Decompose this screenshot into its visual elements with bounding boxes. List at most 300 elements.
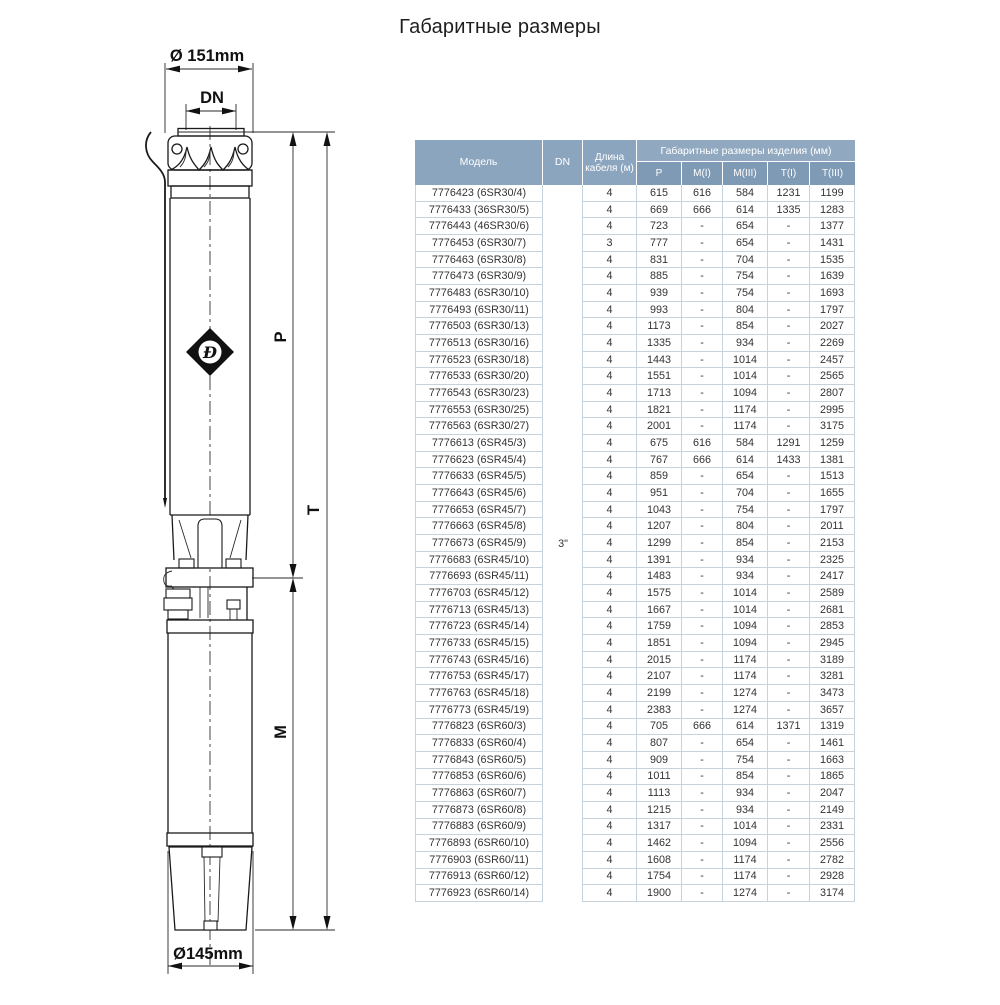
dim-miii-cell: 1274 [723,885,768,902]
dim-tiii-cell: 2153 [810,535,855,552]
dim-mi-cell: - [682,819,723,836]
dim-tiii-cell: 1865 [810,769,855,786]
cable-length-cell: 4 [583,418,637,435]
table-header [415,140,855,185]
dim-miii-cell: 1014 [723,819,768,836]
dim-miii-cell: 1174 [723,852,768,869]
dn-spacer-cell [543,235,583,252]
table-row [415,835,855,852]
dim-ti-cell: - [768,585,810,602]
dim-mi-cell: - [682,652,723,669]
model-cell: 7776843 (6SR60/5) [415,752,543,769]
model-cell: 7776673 (6SR45/9) [415,535,543,552]
dim-tiii-cell: 1639 [810,268,855,285]
dim-tiii-cell: 2853 [810,618,855,635]
dim-p-cell: 1215 [637,802,682,819]
table-row [415,668,855,685]
dim-p-cell: 1821 [637,402,682,419]
table-row [415,185,855,202]
dim-mi-cell: - [682,552,723,569]
cable-length-cell: 4 [583,635,637,652]
cable-length-cell: 4 [583,618,637,635]
dim-tiii-cell: 1431 [810,235,855,252]
dim-tiii-cell: 2331 [810,819,855,836]
model-cell: 7776643 (6SR45/6) [415,485,543,502]
table-row [415,585,855,602]
pump-drawing-svg [0,0,400,1000]
dim-miii-cell: 654 [723,735,768,752]
pump-technical-drawing [0,0,400,1000]
dim-tiii-cell: 1655 [810,485,855,502]
dim-p-cell: 723 [637,218,682,235]
dn-spacer-cell [543,752,583,769]
table-row [415,385,855,402]
dim-p-cell: 1207 [637,518,682,535]
dim-tiii-cell: 2782 [810,852,855,869]
model-cell: 7776613 (6SR45/3) [415,435,543,452]
col-header-p: P [637,162,682,185]
dim-p-cell: 1173 [637,318,682,335]
dim-tiii-cell: 2807 [810,385,855,402]
dim-ti-cell: - [768,552,810,569]
dn-spacer-cell [543,452,583,469]
dim-ti-cell: - [768,618,810,635]
dim-ti-cell: - [768,335,810,352]
model-cell: 7776723 (6SR45/14) [415,618,543,635]
dim-p-cell: 1754 [637,869,682,886]
dim-miii-cell: 1094 [723,635,768,652]
dim-p-cell: 1043 [637,502,682,519]
col-header-dimensions-group [637,140,855,185]
model-cell: 7776453 (6SR30/7) [415,235,543,252]
dn-spacer-cell [543,618,583,635]
dim-tiii-cell: 2945 [810,635,855,652]
cable-length-cell: 4 [583,352,637,369]
dim-mi-cell: - [682,685,723,702]
dim-mi-cell: - [682,352,723,369]
dn-spacer-cell [543,885,583,902]
model-cell: 7776503 (6SR30/13) [415,318,543,335]
dim-miii-cell: 754 [723,268,768,285]
dim-tiii-cell: 2589 [810,585,855,602]
dim-miii-cell: 804 [723,518,768,535]
dn-spacer-cell [543,602,583,619]
dim-mi-cell: - [682,785,723,802]
model-cell: 7776663 (6SR45/8) [415,518,543,535]
dim-tiii-cell: 2457 [810,352,855,369]
dim-t-label: T [305,504,323,516]
dim-p-cell: 1575 [637,585,682,602]
table-row [415,418,855,435]
dim-tiii-cell: 1461 [810,735,855,752]
dn-spacer-cell [543,502,583,519]
table-row [415,502,855,519]
dn-spacer-cell [543,535,583,552]
dn-spacer-cell [543,418,583,435]
dim-mi-cell: - [682,285,723,302]
dn-spacer-cell [543,318,583,335]
dim-miii-cell: 804 [723,302,768,319]
dim-ti-cell: - [768,835,810,852]
dn-spacer-cell [543,735,583,752]
table-row [415,869,855,886]
table-row [415,352,855,369]
dim-p-cell: 777 [637,235,682,252]
dim-mi-cell: - [682,869,723,886]
cable-length-cell: 4 [583,802,637,819]
model-cell: 7776653 (6SR45/7) [415,502,543,519]
dn-spacer-cell [543,819,583,836]
dim-miii-cell: 614 [723,452,768,469]
model-cell: 7776823 (6SR60/3) [415,719,543,736]
cable-length-cell: 4 [583,568,637,585]
dim-tiii-cell: 2556 [810,835,855,852]
dim-p-cell: 1462 [637,835,682,852]
dim-mi-cell: - [682,602,723,619]
model-cell: 7776543 (6SR30/23) [415,385,543,402]
dim-ti-cell: - [768,418,810,435]
power-cable [146,132,167,508]
cable-length-cell: 4 [583,335,637,352]
model-cell: 7776563 (6SR30/27) [415,418,543,435]
cable-length-cell: 4 [583,385,637,402]
cable-length-cell: 4 [583,835,637,852]
table-row [415,335,855,352]
dim-ti-cell: 1291 [768,435,810,452]
dn-spacer-cell [543,635,583,652]
model-cell: 7776483 (6SR30/10) [415,285,543,302]
dim-p-cell: 1391 [637,552,682,569]
table-row [415,485,855,502]
dim-tiii-cell: 2325 [810,552,855,569]
dim-ti-cell: - [768,819,810,836]
table-row [415,468,855,485]
dn-spacer-cell [543,385,583,402]
cable-length-cell: 4 [583,318,637,335]
dim-mi-cell: 616 [682,435,723,452]
dim-miii-cell: 1174 [723,418,768,435]
dim-miii-cell: 1094 [723,385,768,402]
table-row [415,802,855,819]
dim-p-label: P [272,331,290,343]
model-cell: 7776633 (6SR45/5) [415,468,543,485]
model-cell: 7776693 (6SR45/11) [415,568,543,585]
dim-mi-cell: - [682,302,723,319]
dim-miii-cell: 934 [723,802,768,819]
model-cell: 7776493 (6SR30/11) [415,302,543,319]
dimensions-table [415,140,855,902]
dim-p-cell: 675 [637,435,682,452]
dim-tiii-cell: 1259 [810,435,855,452]
table-row [415,218,855,235]
dim-mi-cell: - [682,318,723,335]
dim-mi-cell: - [682,468,723,485]
dim-ti-cell: 1335 [768,202,810,219]
table-row [415,685,855,702]
dim-miii-cell: 854 [723,318,768,335]
col-header-model: Модель [415,140,543,185]
dim-miii-cell: 1014 [723,352,768,369]
cable-length-cell: 4 [583,885,637,902]
dim-ti-cell: - [768,218,810,235]
model-cell: 7776873 (6SR60/8) [415,802,543,819]
cable-length-cell: 4 [583,402,637,419]
dim-p-cell: 951 [637,485,682,502]
dim-miii-cell: 584 [723,185,768,202]
dim-ti-cell: - [768,535,810,552]
dim-ti-cell: - [768,568,810,585]
table-row [415,535,855,552]
dim-top-label: Ø 151mm [169,47,245,65]
model-cell: 7776523 (6SR30/18) [415,352,543,369]
model-cell: 7776423 (6SR30/4) [415,185,543,202]
dim-miii-cell: 1094 [723,835,768,852]
cable-length-cell: 4 [583,869,637,886]
cable-length-cell: 4 [583,468,637,485]
dim-tiii-cell: 3281 [810,668,855,685]
dim-miii-cell: 934 [723,568,768,585]
model-cell: 7776433 (36SR30/5) [415,202,543,219]
pump-intake-section [164,515,253,587]
dim-tiii-cell: 1663 [810,752,855,769]
dim-miii-cell: 1174 [723,668,768,685]
cable-length-cell: 4 [583,535,637,552]
dim-ti-cell: - [768,252,810,269]
dn-spacer-cell [543,869,583,886]
cable-length-cell: 4 [583,252,637,269]
dn-spacer-cell [543,368,583,385]
dim-mi-cell: - [682,368,723,385]
dim-tiii-cell: 1797 [810,502,855,519]
brand-logo-letter: Ð [203,343,217,362]
cable-length-cell: 4 [583,452,637,469]
model-cell: 7776703 (6SR45/12) [415,585,543,602]
table-row [415,318,855,335]
model-cell: 7776863 (6SR60/7) [415,785,543,802]
model-cell: 7776623 (6SR45/4) [415,452,543,469]
dim-mi-cell: - [682,335,723,352]
dn-spacer-cell [543,218,583,235]
dim-miii-cell: 1014 [723,602,768,619]
dim-ti-cell: - [768,635,810,652]
dim-ti-cell: - [768,702,810,719]
table-row [415,268,855,285]
model-cell: 7776683 (6SR45/10) [415,552,543,569]
dim-m-label: M [272,725,290,739]
dn-spacer-cell [543,802,583,819]
dim-ti-cell: - [768,468,810,485]
dim-ti-cell: - [768,885,810,902]
table-row [415,885,855,902]
dim-ti-cell: - [768,802,810,819]
dim-mi-cell: - [682,585,723,602]
dim-mi-cell: - [682,568,723,585]
dim-miii-cell: 854 [723,769,768,786]
dim-tiii-cell: 1319 [810,719,855,736]
dim-mi-cell: - [682,385,723,402]
dim-p-cell: 831 [637,252,682,269]
cable-length-cell: 4 [583,602,637,619]
dim-ti-cell: - [768,652,810,669]
dim-mi-cell: - [682,769,723,786]
dim-tiii-cell: 3174 [810,885,855,902]
dim-miii-cell: 584 [723,435,768,452]
motor-neck [164,587,247,620]
model-cell: 7776733 (6SR45/15) [415,635,543,652]
model-cell: 7776443 (46SR30/6) [415,218,543,235]
dim-miii-cell: 654 [723,218,768,235]
dn-spacer-cell [543,702,583,719]
dim-tiii-cell: 1381 [810,452,855,469]
dim-miii-cell: 614 [723,202,768,219]
dn-spacer-cell [543,352,583,369]
dim-p-cell: 669 [637,202,682,219]
dim-ti-cell: - [768,368,810,385]
table-row [415,368,855,385]
table-row [415,719,855,736]
model-cell: 7776713 (6SR45/13) [415,602,543,619]
dim-ti-cell: - [768,235,810,252]
cable-length-cell: 4 [583,719,637,736]
model-cell: 7776463 (6SR30/8) [415,252,543,269]
dim-ti-cell: - [768,352,810,369]
dim-tiii-cell: 1693 [810,285,855,302]
cable-length-cell: 4 [583,685,637,702]
dim-ti-cell: 1231 [768,185,810,202]
dim-p-cell: 1317 [637,819,682,836]
cable-length-cell: 4 [583,502,637,519]
dn-spacer-cell [543,685,583,702]
dim-mi-cell: - [682,518,723,535]
dim-mi-cell: - [682,218,723,235]
dim-miii-cell: 854 [723,535,768,552]
dn-spacer-cell [543,485,583,502]
dim-p-cell: 2199 [637,685,682,702]
dim-p-cell: 939 [637,285,682,302]
dn-spacer-cell [543,435,583,452]
dim-p-cell: 1483 [637,568,682,585]
dn-spacer-cell [543,518,583,535]
model-cell: 7776853 (6SR60/6) [415,769,543,786]
col-header-tiii: T(III) [810,162,855,185]
table-body [415,185,855,902]
dn-spacer-cell [543,668,583,685]
model-cell: 7776753 (6SR45/17) [415,668,543,685]
dim-tiii-cell: 1377 [810,218,855,235]
dim-mi-cell: - [682,802,723,819]
dim-miii-cell: 934 [723,552,768,569]
dim-tiii-cell: 3189 [810,652,855,669]
dim-p-cell: 615 [637,185,682,202]
cable-length-cell: 4 [583,785,637,802]
dim-ti-cell: - [768,285,810,302]
table-row [415,235,855,252]
dim-mi-cell: - [682,635,723,652]
dn-spacer-cell [543,652,583,669]
dim-miii-cell: 1274 [723,702,768,719]
dn-spacer-cell [543,468,583,485]
dim-ti-cell: - [768,785,810,802]
dim-miii-cell: 754 [723,285,768,302]
table-row [415,652,855,669]
dim-tiii-cell: 3473 [810,685,855,702]
dim-miii-cell: 934 [723,335,768,352]
dim-tiii-cell: 3657 [810,702,855,719]
cable-length-cell: 4 [583,268,637,285]
dim-mi-cell: 616 [682,185,723,202]
cable-length-cell: 4 [583,202,637,219]
dim-ti-cell: 1433 [768,452,810,469]
cable-length-cell: 3 [583,235,637,252]
dim-tiii-cell: 2995 [810,402,855,419]
dim-mi-cell: - [682,402,723,419]
dim-tiii-cell: 1797 [810,302,855,319]
dim-miii-cell: 1174 [723,402,768,419]
table-row [415,552,855,569]
cable-length-cell: 4 [583,735,637,752]
table-row [415,435,855,452]
dim-miii-cell: 1274 [723,685,768,702]
dim-ti-cell: - [768,502,810,519]
model-cell: 7776833 (6SR60/4) [415,735,543,752]
page-title: Габаритные размеры [399,16,601,38]
cable-length-cell: 4 [583,668,637,685]
dim-p-cell: 767 [637,452,682,469]
dim-miii-cell: 754 [723,502,768,519]
dim-mi-cell: - [682,668,723,685]
dim-p-cell: 885 [637,268,682,285]
dim-ti-cell: - [768,685,810,702]
dim-ti-cell: - [768,668,810,685]
dim-miii-cell: 934 [723,785,768,802]
dn-spacer-cell [543,268,583,285]
dim-mi-cell: - [682,752,723,769]
dim-p-cell: 993 [637,302,682,319]
dim-tiii-cell: 2027 [810,318,855,335]
table-row [415,635,855,652]
dn-spacer-cell [543,568,583,585]
cable-length-cell: 4 [583,485,637,502]
dim-miii-cell: 1014 [723,368,768,385]
cable-length-cell: 4 [583,769,637,786]
cable-length-cell: 4 [583,435,637,452]
col-header-dn: DN [543,140,583,185]
dim-tiii-cell: 1535 [810,252,855,269]
model-cell: 7776903 (6SR60/11) [415,852,543,869]
dim-mi-cell: - [682,235,723,252]
dim-mi-cell: - [682,252,723,269]
dim-tiii-cell: 2565 [810,368,855,385]
dim-p-cell: 1759 [637,618,682,635]
dn-spacer-cell [543,719,583,736]
dim-p-cell: 2383 [637,702,682,719]
dim-p-cell: 807 [637,735,682,752]
dim-ti-cell: - [768,852,810,869]
model-cell: 7776893 (6SR60/10) [415,835,543,852]
dn-spacer-cell [543,785,583,802]
dim-ti-cell: - [768,769,810,786]
dim-mi-cell: - [682,885,723,902]
model-cell: 7776923 (6SR60/14) [415,885,543,902]
cable-length-cell: 4 [583,518,637,535]
dim-tiii-cell: 2681 [810,602,855,619]
dim-mi-cell: 666 [682,202,723,219]
table-row [415,702,855,719]
dim-mi-cell: - [682,535,723,552]
dn-spacer-cell [543,252,583,269]
dim-mi-cell: - [682,502,723,519]
dn-spacer-cell [543,835,583,852]
